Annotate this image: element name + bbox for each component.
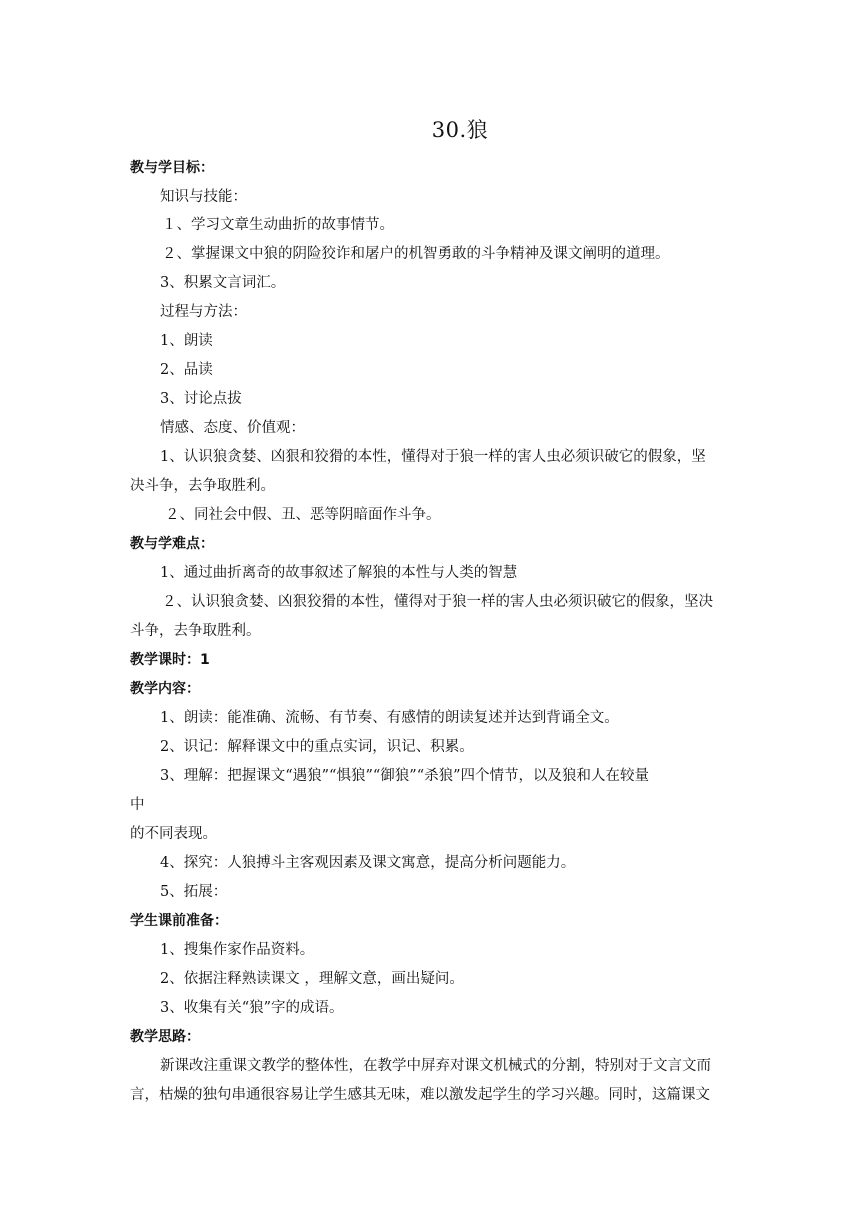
list-item: 1、认识狼贪婪、凶狠和狡猾的本性，懂得对于狼一样的害人虫必须识破它的假象，坚: [160, 449, 706, 465]
list-item-continuation: 中: [130, 797, 145, 813]
list-item: ２、认识狼贪婪、凶狠狡猾的本性，懂得对于狼一样的害人虫必须识破它的假象，坚决: [162, 594, 713, 610]
list-item: １、学习文章生动曲折的故事情节。: [162, 217, 394, 233]
list-item-continuation: 的不同表现。: [130, 826, 217, 842]
list-item: ２、掌握课文中狼的阴险狡诈和屠户的机智勇敢的斗争精神及课文阐明的道理。: [162, 246, 670, 262]
subheading-values: 情感、态度、价值观：: [160, 420, 305, 436]
list-item-continuation: 斗争，去争取胜利。: [130, 623, 261, 639]
list-item: 3、收集有关“狼”字的成语。: [160, 1000, 344, 1016]
list-item: 1、通过曲折离奇的故事叙述了解狼的本性与人类的智慧: [160, 565, 518, 581]
section-heading-content: 教学内容：: [130, 681, 200, 697]
list-item: 3、理解：把握课文“遇狼”“惧狼”“御狼”“杀狼”四个情节，以及狼和人在较量: [160, 768, 650, 784]
list-item: ２、同社会中假、丑、恶等阴暗面作斗争。: [165, 507, 441, 523]
section-heading-preparation: 学生课前准备：: [130, 913, 228, 929]
list-item: 5、拓展：: [160, 884, 228, 900]
paragraph-line: 言，枯燥的独句串通很容易让学生感其无味，难以激发起学生的学习兴趣。同时，这篇课文: [130, 1087, 710, 1103]
list-item: 3、积累文言词汇。: [160, 275, 286, 291]
page-title: 30.狼: [431, 118, 489, 142]
list-item: 1、朗读: [160, 333, 213, 349]
subheading-knowledge-skills: 知识与技能：: [160, 189, 247, 205]
list-item: 4、探究：人狼搏斗主客观因素及课文寓意，提高分析问题能力。: [160, 855, 576, 871]
section-heading-approach: 教学思路：: [130, 1029, 200, 1045]
list-item: 2、依据注释熟读课文 ，理解文意，画出疑问。: [160, 971, 464, 987]
list-item: 2、识记：解释课文中的重点实词，识记、积累。: [160, 739, 474, 755]
section-heading-difficulties: 教与学难点：: [130, 536, 214, 552]
list-item: 1、搜集作家作品资料。: [160, 942, 315, 958]
section-heading-class-hours: 教学课时：1: [130, 652, 210, 668]
list-item: 1、朗读：能准确、流畅、有节奏、有感情的朗读复述并达到背诵全文。: [160, 710, 619, 726]
paragraph-line: 新课改注重课文教学的整体性，在教学中屏弃对课文机械式的分割，特别对于文言文而: [160, 1058, 711, 1074]
list-item-continuation: 决斗争，去争取胜利。: [130, 478, 275, 494]
subheading-process-methods: 过程与方法：: [160, 304, 247, 320]
list-item: 2、品读: [160, 362, 213, 378]
list-item: 3、讨论点拔: [160, 391, 242, 407]
section-heading-goals: 教与学目标：: [130, 160, 214, 176]
